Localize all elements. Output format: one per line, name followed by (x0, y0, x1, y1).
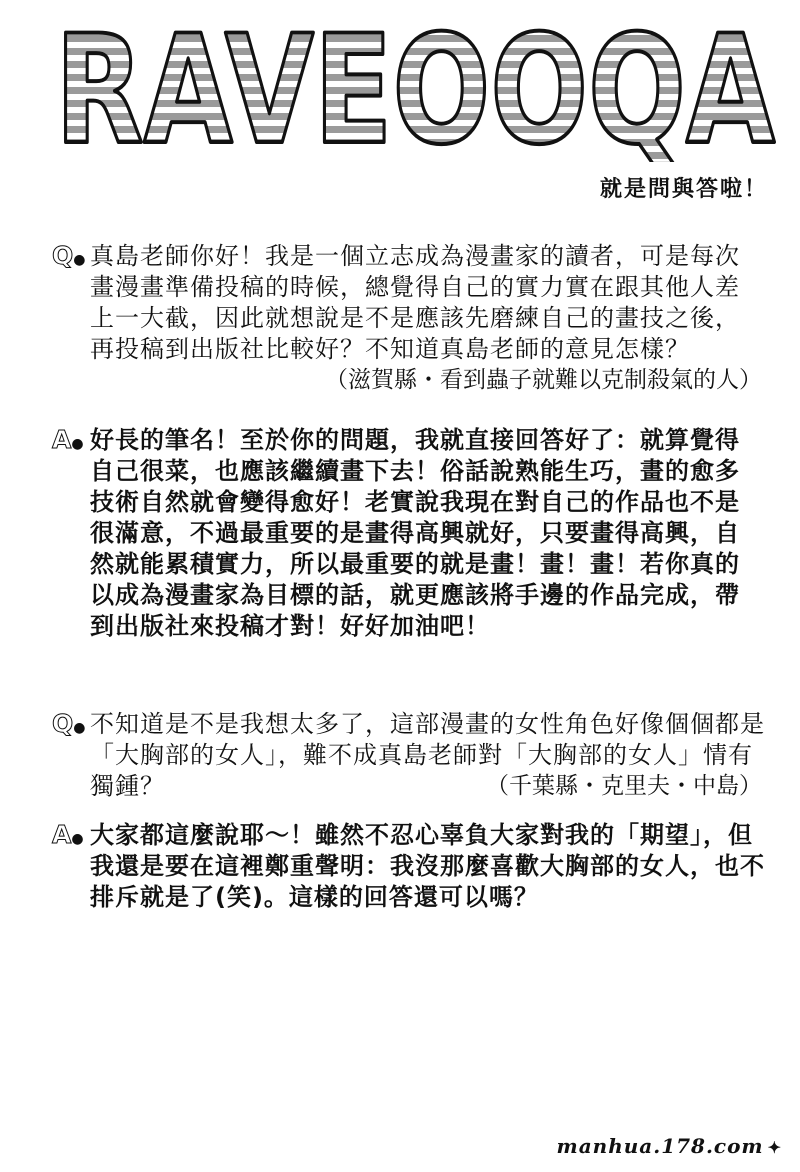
question-marker-icon: Q● (52, 241, 86, 270)
reader-signature: （滋賀縣・看到蟲子就難以克制殺氣的人） (325, 367, 762, 393)
answer-marker-icon: A● (52, 820, 84, 849)
question-text (90, 709, 772, 802)
text-line: 好長的筆名！至於你的問題，我就直接回答好了：就算覺得 (90, 426, 740, 454)
star-icon: ✦ (767, 1138, 782, 1157)
text-line: 自己很菜，也應該繼續畫下去！俗話說熟能生巧，畫的愈多 (90, 457, 740, 485)
question-block (52, 241, 772, 396)
text-line: 獨鍾？ (90, 772, 165, 800)
title-text: RAVEOOQA (55, 22, 775, 162)
watermark-text: manhua.178.com (556, 1134, 764, 1158)
question-text (90, 241, 772, 396)
text-line: 「大胸部的女人」，難不成真島老師對「大胸部的女人」情有 (90, 741, 753, 769)
question-block (52, 709, 772, 802)
text-line: 排斥就是了(笑)。這樣的回答還可以嗎？ (90, 883, 539, 911)
text-line: 到出版社來投稿才對！好好加油吧！ (90, 612, 490, 640)
answer-block (52, 425, 772, 642)
answer-text (90, 820, 772, 913)
question-marker-icon: Q● (52, 709, 86, 738)
text-line: 技術自然就會變得愈好！老實說我現在對自己的作品也不是 (90, 488, 740, 516)
text-line: 我還是要在這裡鄭重聲明：我沒那麼喜歡大胸部的女人，也不 (90, 852, 765, 880)
answer-marker-icon: A● (52, 425, 84, 454)
text-line: 以成為漫畫家為目標的話，就更應該將手邊的作品完成，帶 (90, 581, 740, 609)
striped-title-logo (50, 22, 780, 162)
text-line: 上一大截，因此就想說是不是應該先磨練自己的畫技之後， (90, 304, 740, 332)
text-line: 真島老師你好！我是一個立志成為漫畫家的讀者，可是每次 (90, 242, 740, 270)
answer-text (90, 425, 772, 642)
page-title (50, 22, 780, 162)
text-line: 畫漫畫準備投稿的時候，總覺得自己的實力實在跟其他人差 (90, 273, 740, 301)
subtitle: 就是問與答啦！ (599, 177, 768, 202)
text-line: 再投稿到出版社比較好？不知道真島老師的意見怎樣？ (90, 335, 690, 363)
reader-signature: （千葉縣・克里夫・中島） (486, 773, 762, 799)
answer-block (52, 820, 772, 913)
text-line: 然就能累積實力，所以最重要的就是畫！畫！畫！若你真的 (90, 550, 740, 578)
watermark (557, 1134, 782, 1158)
text-line: 大家都這麼說耶～！雖然不忍心辜負大家對我的「期望」，但 (90, 821, 753, 849)
text-line: 很滿意，不過最重要的是畫得高興就好，只要畫得高興，自 (90, 519, 740, 547)
text-line: 不知道是不是我想太多了，這部漫畫的女性角色好像個個都是 (90, 710, 765, 738)
